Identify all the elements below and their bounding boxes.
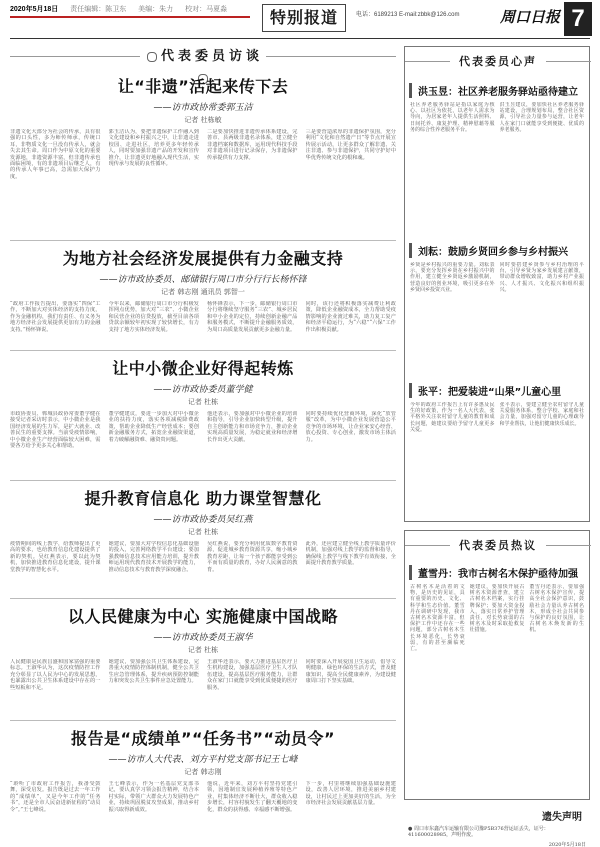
article-byline: 记者 杜栋 <box>187 398 219 406</box>
voice-col: 张平表示，要建立健全农村留守儿童关爱服务体系，整合学校、家庭和社会力量，加强对留守儿童的心理疏导和学业帮扶，让他们健康快乐成长。 <box>499 402 584 427</box>
main-column <box>10 46 396 842</box>
header-rule <box>10 38 590 39</box>
article-small-business <box>10 356 396 476</box>
article-financial-support <box>10 246 396 346</box>
article-byline: 记者 韩志刚 通讯员 郭智一 <box>161 288 245 296</box>
article-intangible-heritage <box>10 74 396 236</box>
voices-box <box>404 46 590 522</box>
section-title: 特别报道 <box>262 4 346 32</box>
page-number: 7 <box>564 2 592 36</box>
article-divider <box>10 350 396 351</box>
voice-col: 乡贤是乡村振兴的重要力量。刘耘表示，要充分发挥乡贤在乡村振兴中的作用，建立健全乡贤返乡激励机制，营造良好的创业环境，吸引更多在外乡贤回乡投资兴业。 <box>410 262 495 293</box>
article-title: 为地方社会经济发展提供有力金融支持 <box>62 249 344 268</box>
article-byline: 记者 杜栋敏 <box>184 116 222 124</box>
header-accent-line <box>10 16 250 18</box>
article-col: 郭玉洁认为，要把非遗保护工作融入到文化建设和乡村振兴之中，让非遗走进校园、走进社区，培养更多年轻传承人，同时要加强非遗产品的开发和宣传推介，让非遗更好地融入现代生活，实现传承与发展的良性循环。 <box>108 129 199 168</box>
article-col: 同时，该行还将积极落实减费让利政策，降低企业融资成本，全力帮助受疫情影响的企业渡过难关，助力复工复产和经济平稳运行，为“六稳”“六保”工作作出积极贡献。 <box>305 301 396 333</box>
hot-col: 古树名木是活着的文物，是历史的见证，具有重要的历史、文化、科学和生态价值。董雪丹在调研中发现，我市古树名木资源丰富，但保护工作中还存在一些问题，部分古树名木生长环境恶化，长势衰弱，有的甚至濒临死亡。 <box>410 584 465 653</box>
voice-col: 社区养老服务驿站是指以家庭为核心、以社区为依托，以老年人需求为导向，为居家老年人提供生活照料、日间托养、康复护理、精神慰藉等服务的综合性养老服务平台。 <box>410 102 495 133</box>
article-subtitle: ——访市人大代表、刘方平村党支部书记王七峰 <box>108 755 298 765</box>
article-subtitle: ——访市政协常委郭玉洁 <box>153 103 253 113</box>
side-column <box>404 46 590 847</box>
voice-title: 刘耘：鼓励乡贤回乡参与乡村振兴 <box>409 243 585 258</box>
article-subtitle: ——访市政协委员、邮储银行周口市分行行长杨怀锋 <box>99 275 307 285</box>
article-col: 此外，还应建立健全线上教学质量评价机制，加强对线上教学的监督和指导，确保线上教学与线下教学有效衔接，全面提升教育教学质量。 <box>305 541 396 567</box>
article-title: 让中小微企业好得起转炼 <box>112 359 294 378</box>
hot-col: 董雪丹还表示，要加强古树名木保护宣传，提高全社会保护意识，鼓励社会力量认养古树名木，形成全社会共同参与保护的良好氛围，让古树名木焕发新的生机。 <box>529 584 585 634</box>
banner-text: 代表委员心声 <box>450 51 546 73</box>
article-col: 吴红燕说，要充分利用优质数字教育资源，促进城乡教育资源共享，缩小城乡教育差距，让每一个孩子都能享受到公平而有质量的教育，办好人民满意的教育。 <box>207 541 298 573</box>
article-col: 她建议，要加强公共卫生体系建设，完善重大疫情防控体制机制，健全公共卫生应急管理体系，提升疾病预防控制能力和突发公共卫生事件应急处置能力。 <box>108 659 199 685</box>
banner-text: 代表委员访谈 <box>140 46 266 68</box>
article-col: 王七峰表示，作为一名基层党支部书记，要认真学习领会报告精神，结合本村实际，带领广大群众大力发展特色产业，持续巩固脱贫攻坚成果，推动乡村振兴取得新成效。 <box>108 781 199 813</box>
voice-col: 今年的政府工作报告上有许多惠及民生的好政策，作为一名人大代表，张平格外关注农村留守儿童的教育和成长问题，她建议要给予留守儿童更多关爱。 <box>410 402 495 433</box>
banner-text: 代表委员热议 <box>450 535 546 557</box>
article-body <box>10 659 396 729</box>
voice-item <box>405 383 589 513</box>
article-body <box>10 411 396 489</box>
article-col: 他说，近年来，刘方平村坚持党建引领，因地制宜发展种植养殖等特色产业，村集体经济不断壮大，群众收入稳步增长，村容村貌发生了翻天覆地的变化，群众的获得感、幸福感不断增强。 <box>207 781 298 813</box>
article-subtitle: ——访市政协委员王淑华 <box>153 633 253 643</box>
article-report-review <box>10 726 396 840</box>
article-divider <box>10 720 396 721</box>
article-col: 市政协委员、郸城县政协常委董学健在接受记者采访时表示，中小微企业是我国经济发展的生力军，是扩大就业、改善民生的重要支撑。当前受疫情影响，中小微企业生产经营面临较大困难，需要各方给予更多关心和帮助。 <box>10 411 101 450</box>
article-col: 王淑华还表示，要大力推进基层医疗卫生机构建设，加强基层医疗卫生人才队伍建设，提高基层医疗服务能力，让群众在家门口就能享受到优质便捷的医疗服务。 <box>207 659 298 691</box>
article-col: “政府工作报告提出，要落实“四保”工作，不断加大对实体经济的支持力度，作为金融机构，我们有责任、有义务为地方经济社会发展提供更加有力的金融支持。”杨怀锋说。 <box>10 301 101 333</box>
article-divider <box>10 240 396 241</box>
article-divider <box>10 480 396 481</box>
notice-date: 2020年5月18日 <box>548 841 586 847</box>
article-col: 同时要深入开展爱国卫生运动，倡导文明健康、绿色环保的生活方式，普及健康知识，提高全民健康素养，为建设健康周口打下坚实基础。 <box>305 659 396 685</box>
article-col: 她建议，要加大对学校信息化基础设施的投入，完善网络教学平台建设；要加强教师信息技术应用能力培训，提升教师运用现代教育技术开展教学的能力，推动信息技术与教育教学深度融合。 <box>108 541 199 573</box>
article-body <box>10 129 396 247</box>
hot-col: 她建议，要加快开展古树名木资源普查，建立古树名木档案，实行挂牌保护；要加大资金投入，落实日常养护管理责任，对长势衰弱的古树名木及时采取抢救复壮措施。 <box>469 584 525 634</box>
notice-title: 遗失声明 <box>542 812 582 823</box>
proofreader: 校对：马夏淼 <box>185 6 228 13</box>
article-col: 二是要加快推进非遗传承体系建设，完善市、县两级非遗名录体系，建立健全非遗档案和数据库，运用现代科技手段对非遗项目进行记录保存，为非遗保护传承提供有力支撑。 <box>207 129 298 161</box>
article-title: 以人民健康为中心 实施健康中国战略 <box>67 607 339 626</box>
editor: 责任编辑：陈卫东 <box>70 6 127 13</box>
page-header <box>0 0 600 40</box>
hot-topics-box <box>404 530 590 800</box>
voice-col: 同时要搭建乡贤参与乡村治理的平台，引导乡贤为家乡发展建言献策，带动群众增收致富，助力乡村产业振兴、人才振兴、文化振兴和组织振兴。 <box>499 262 584 293</box>
voice-item <box>405 83 589 233</box>
hot-body <box>410 584 584 796</box>
voice-title: 张平：把爱装进“山果”儿童心里 <box>409 383 585 398</box>
voice-col: 洪玉昱建议，要加快社区养老服务驿站建设，合理规划布局，整合社区资源，引导社会力量参与运营，让老年人在家门口就能享受到便捷、优质的养老服务。 <box>499 102 584 133</box>
main-banner <box>10 46 396 68</box>
article-subtitle: ——访市政协委员吴红燕 <box>153 515 253 525</box>
article-col: 三是要营造浓厚的非遗保护氛围，充分利用“文化和自然遗产日”等节点开展宣传展示活动，让更多群众了解非遗、关注非遗、参与非遗保护，共同守护好中华优秀传统文化的根和魂。 <box>305 129 396 161</box>
article-col: 非遗文化大部分为社会的传承，具有很强的口头性，多为师传师承，传统口耳，非物质文化一旦没有传承人，就会失去其生命。周口作为中原文化的重要发源地，非遗资源丰富，但非遗传承也面临困境，有的非遗项目后继乏人，有的传承人年事已高，急需加大保护力度。 <box>10 129 101 180</box>
article-health <box>10 604 396 716</box>
article-title: 报告是“成绩单”“任务书”“动员令” <box>70 729 336 748</box>
article-title: 提升教育信息化 助力课堂智慧化 <box>84 489 322 508</box>
article-byline: 记者 韩志刚 <box>184 768 222 776</box>
article-body <box>10 781 396 847</box>
notice-text: ● 周口市东鑫汽车运输有限公司豫P5B376营运证丢失，证号：411600028985，声明作废。 <box>408 826 549 839</box>
voice-body <box>410 102 584 234</box>
layout-designer: 美编：朱力 <box>138 6 174 13</box>
article-col: 他还表示，要加强对中小微企业的培训和指导，引导企业加快转型升级，提升自主创新能力和市场竞争力，推动企业实现高质量发展，为稳定就业和经济增长作出更大贡献。 <box>207 411 298 443</box>
article-col: 杨怀锋表示，下一步，邮储银行周口市分行将继续坚守服务“三农”、城乡居民和中小企业的定位，持续创新金融产品和服务模式，不断提升金融服务质效，为周口高质量发展贡献更多金融力量。 <box>207 301 298 333</box>
voice-title: 洪玉昱：社区养老服务驿站亟待建立 <box>409 83 585 98</box>
article-education <box>10 486 396 594</box>
article-col: 人民健康是民族昌盛和国家富强的重要标志。王淑华认为，这次疫情防控工作充分彰显了以人民为中心的发展思想，也暴露出公共卫生体系建设中存在的一些短板和不足。 <box>10 659 101 691</box>
voice-body <box>410 402 584 514</box>
article-byline: 记者 杜栋 <box>187 528 219 536</box>
article-subtitle: ——访市政协委员董学健 <box>153 385 253 395</box>
article-divider <box>10 598 396 599</box>
article-col: “聆听了市政府工作报告，我备受鼓舞，深受启发。报告既是过去一年工作的“成绩单”，又是今年工作的“任务书”，还是全市人民奋进新征程的“动员令”。”王七峰说。 <box>10 781 101 813</box>
article-col: 董学健建议，要进一步加大对中小微企业的扶持力度，落实各项减税降费政策，帮助企业降低生产经营成本；要创新金融服务方式，拓宽企业融资渠道，着力破解融资难、融资贵问题。 <box>108 411 199 443</box>
lost-notice <box>404 808 590 847</box>
newspaper-logo: 周口日报 <box>500 8 561 26</box>
contact-info: 电话：6189213 E-mail:zbbk@126.com <box>356 12 460 18</box>
article-col: 同时要持续优化营商环境，深化“放管服”改革，为中小微企业发展营造公平竞争的市场环境，让企业家安心经营、放心投资、专心创业，激发市场主体活力。 <box>305 411 396 443</box>
article-col: 疫情期间的线上教学，给教师提出了更高的要求，也给教育信息化建设提供了新的契机。吴红燕表示，要以此为契机，加快推进教育信息化建设，提升课堂教学的智慧化水平。 <box>10 541 101 573</box>
voice-body <box>410 262 584 374</box>
hot-title: 董雪丹：我市古树名木保护亟待加强 <box>409 565 585 580</box>
issue-date: 2020年5月18日 <box>10 6 59 13</box>
article-col: 下一步，村里将继续加强基础设施建设，改善人居环境，推进美丽乡村建设，让村民过上更加美好的生活，为全市经济社会发展贡献基层力量。 <box>305 781 396 807</box>
article-byline: 记者 杜栋 <box>187 646 219 654</box>
article-title: 让“非遗”活起来传下去 <box>117 77 289 96</box>
header-meta <box>10 4 237 14</box>
voice-item <box>405 243 589 373</box>
hot-banner <box>405 535 591 557</box>
article-col: 今年以来，邮储银行周口市分行积极发挥网点优势，加大对“三农”、小微企业和民营企业的信贷投放，截至目前各项贷款余额较年初实现了较快增长，有力支持了地方实体经济发展。 <box>108 301 199 333</box>
hot-item <box>405 565 589 795</box>
voices-banner <box>405 51 591 73</box>
